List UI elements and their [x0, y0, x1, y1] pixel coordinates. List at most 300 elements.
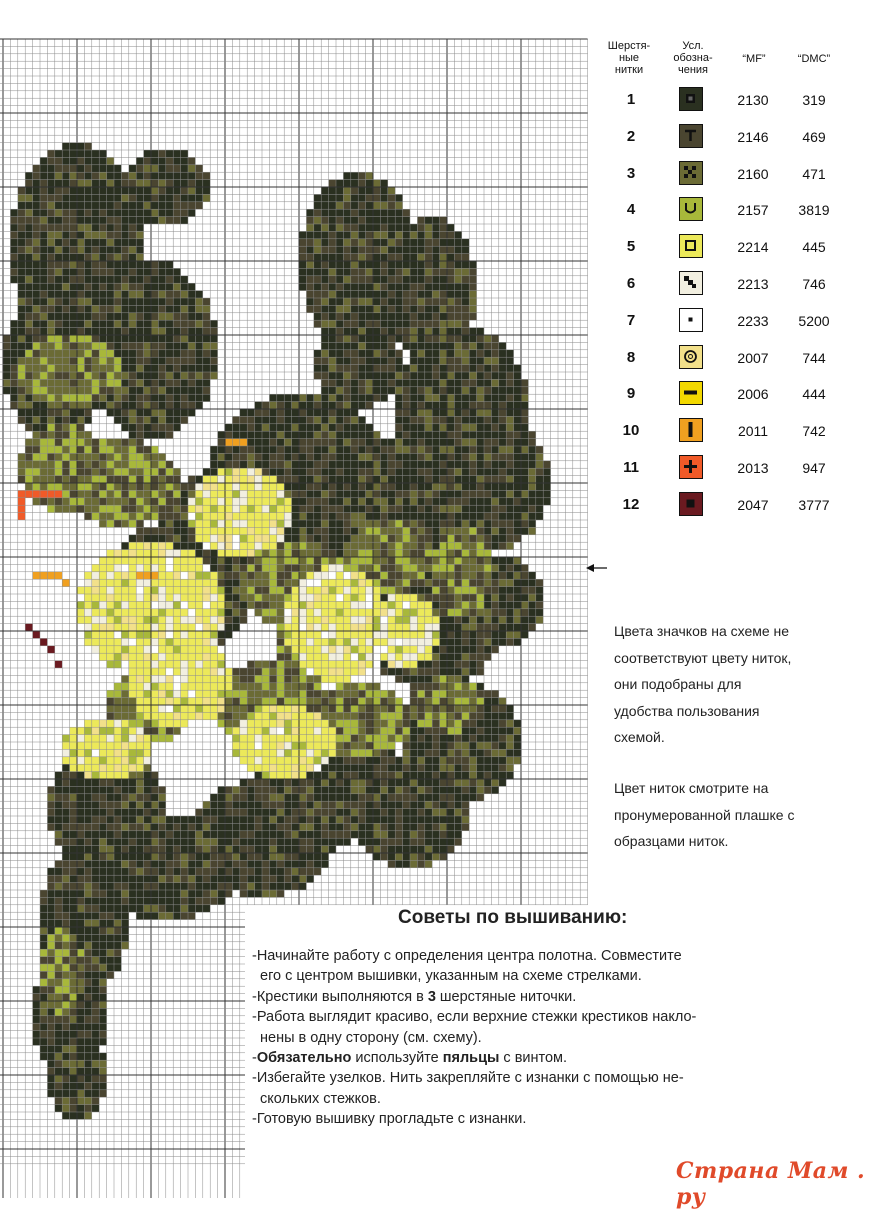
stitch-cell [447, 387, 454, 394]
stitch-cell [417, 276, 424, 283]
stitch-cell [336, 476, 343, 483]
stitch-cell [284, 801, 291, 808]
stitch-cell [447, 579, 454, 586]
stitch-cell [99, 187, 106, 194]
stitch-cell [255, 698, 262, 705]
stitch-cell [373, 846, 380, 853]
stitch-cell [299, 246, 306, 253]
stitch-cell [395, 727, 402, 734]
stitch-cell [403, 616, 410, 623]
stitch-cell [10, 342, 17, 349]
stitch-cell [521, 490, 528, 497]
stitch-cell [121, 624, 128, 631]
stitch-cell [373, 631, 380, 638]
stitch-cell [469, 379, 476, 386]
stitch-cell [440, 394, 447, 401]
stitch-cell [136, 823, 143, 830]
stitch-cell [25, 194, 32, 201]
stitch-cell [351, 587, 358, 594]
stitch-cell [158, 402, 165, 409]
stitch-cell [336, 646, 343, 653]
stitch-cell [203, 572, 210, 579]
stitch-cell [432, 579, 439, 586]
stitch-cell [447, 490, 454, 497]
stitch-cell [395, 431, 402, 438]
stitch-cell [417, 535, 424, 542]
stitch-cell [343, 772, 350, 779]
stitch-cell [25, 409, 32, 416]
stitch-cell [218, 705, 225, 712]
stitch-cell [477, 476, 484, 483]
stitch-cell [292, 446, 299, 453]
stitch-cell [403, 335, 410, 342]
stitch-cell [210, 328, 217, 335]
stitch-cell [477, 631, 484, 638]
stitch-cell [388, 446, 395, 453]
stitch-cell [292, 535, 299, 542]
stitch-cell [247, 742, 254, 749]
stitch-cell [129, 564, 136, 571]
stitch-cell [321, 298, 328, 305]
stitch-cell [55, 298, 62, 305]
stitch-cell [40, 350, 47, 357]
stitch-cell [121, 246, 128, 253]
stitch-cell [136, 468, 143, 475]
stitch-cell [388, 224, 395, 231]
stitch-cell [121, 601, 128, 608]
stitch-cell [210, 675, 217, 682]
stitch-cell [247, 705, 254, 712]
stitch-cell [114, 453, 121, 460]
stitch-cell [469, 772, 476, 779]
stitch-cell [403, 816, 410, 823]
stitch-cell [136, 698, 143, 705]
stitch-cell [188, 298, 195, 305]
stitch-cell [151, 431, 158, 438]
stitch-cell [84, 320, 91, 327]
stitch-cell [136, 690, 143, 697]
stitch-cell [277, 749, 284, 756]
stitch-cell [373, 853, 380, 860]
stitch-cell [321, 342, 328, 349]
stitch-cell [373, 772, 380, 779]
stitch-cell [343, 468, 350, 475]
stitch-cell [240, 579, 247, 586]
stitch-cell [173, 683, 180, 690]
stitch-cell [306, 794, 313, 801]
stitch-cell [277, 476, 284, 483]
stitch-cell [454, 742, 461, 749]
stitch-cell [454, 483, 461, 490]
stitch-cell [447, 564, 454, 571]
stitch-cell [151, 661, 158, 668]
stitch-cell [477, 698, 484, 705]
stitch-cell [358, 402, 365, 409]
stitch-cell [151, 320, 158, 327]
stitch-cell [255, 424, 262, 431]
stitch-cell [232, 513, 239, 520]
stitch-cell [225, 587, 232, 594]
stitch-cell [33, 231, 40, 238]
stitch-cell [306, 572, 313, 579]
stitch-cell [225, 786, 232, 793]
stitch-cell [314, 239, 321, 246]
stitch-cell [521, 476, 528, 483]
stitch-cell [299, 727, 306, 734]
stitch-cell [84, 816, 91, 823]
stitch-cell [469, 720, 476, 727]
stitch-cell [107, 705, 114, 712]
stitch-cell [299, 653, 306, 660]
stitch-cell [144, 180, 151, 187]
stitch-cell [343, 276, 350, 283]
stitch-cell [491, 431, 498, 438]
stitch-cell [536, 490, 543, 497]
stitch-cell [151, 313, 158, 320]
stitch-cell [440, 328, 447, 335]
stitch-cell [47, 446, 54, 453]
stitch-cell [306, 853, 313, 860]
stitch-cell [247, 594, 254, 601]
stitch-cell [292, 490, 299, 497]
stitch-cell [299, 283, 306, 290]
stitch-cell [62, 394, 69, 401]
stitch-cell [343, 557, 350, 564]
stitch-cell [410, 809, 417, 816]
stitch-cell [329, 786, 336, 793]
stitch-cell [240, 675, 247, 682]
stitch-cell [292, 838, 299, 845]
stitch-cell [477, 690, 484, 697]
stitch-cell [329, 217, 336, 224]
stitch-cell [269, 757, 276, 764]
stitch-cell [477, 616, 484, 623]
stitch-cell [292, 402, 299, 409]
stitch-cell [77, 468, 84, 475]
stitch-cell [432, 231, 439, 238]
stitch-cell [255, 587, 262, 594]
stitch-cell [380, 564, 387, 571]
stitch-cell [484, 431, 491, 438]
stitch-cell [299, 468, 306, 475]
stitch-cell [343, 172, 350, 179]
stitch-cell [440, 520, 447, 527]
stitch-cell [55, 313, 62, 320]
stitch-cell [366, 520, 373, 527]
stitch-cell [410, 527, 417, 534]
stitch-cell [255, 505, 262, 512]
stitch-cell [425, 550, 432, 557]
stitch-cell [40, 187, 47, 194]
stitch-cell [321, 483, 328, 490]
stitch-cell [425, 224, 432, 231]
stitch-cell [129, 550, 136, 557]
stitch-cell [366, 276, 373, 283]
stitch-cell [92, 601, 99, 608]
stitch-cell [255, 801, 262, 808]
stitch-cell [299, 520, 306, 527]
stitch-cell [477, 520, 484, 527]
stitch-cell [314, 624, 321, 631]
stitch-cell [107, 468, 114, 475]
stitch-cell [25, 172, 32, 179]
stitch-cell [77, 453, 84, 460]
stitch-cell [336, 520, 343, 527]
stitch-cell [447, 365, 454, 372]
stitch-cell [329, 320, 336, 327]
stitch-cell [114, 757, 121, 764]
stitch-cell [92, 735, 99, 742]
stitch-cell [158, 157, 165, 164]
stitch-cell [329, 535, 336, 542]
stitch-cell [144, 794, 151, 801]
stitch-cell [40, 320, 47, 327]
stitch-cell [403, 505, 410, 512]
stitch-cell [417, 816, 424, 823]
stitch-cell [395, 809, 402, 816]
stitch-cell [269, 402, 276, 409]
stitch-cell [321, 764, 328, 771]
stitch-cell [144, 283, 151, 290]
stitch-cell [136, 379, 143, 386]
stitch-cell [84, 631, 91, 638]
stitch-cell [395, 542, 402, 549]
stitch-cell [343, 786, 350, 793]
stitch-cell [121, 661, 128, 668]
stitch-cell [195, 387, 202, 394]
stitch-cell [403, 809, 410, 816]
stitch-cell [269, 749, 276, 756]
stitch-cell [314, 209, 321, 216]
stitch-cell [410, 483, 417, 490]
stitch-cell [129, 735, 136, 742]
stitch-cell [188, 498, 195, 505]
stitch-cell [314, 846, 321, 853]
stitch-cell [514, 513, 521, 520]
stitch-cell [55, 379, 62, 386]
stitch-cell [107, 609, 114, 616]
stitch-cell [121, 772, 128, 779]
stitch-cell [84, 735, 91, 742]
stitch-cell [329, 335, 336, 342]
stitch-cell [55, 365, 62, 372]
stitch-cell [499, 387, 506, 394]
stitch-cell [158, 276, 165, 283]
stitch-cell [462, 461, 469, 468]
stitch-cell [477, 683, 484, 690]
stitch-cell [410, 705, 417, 712]
stitch-cell [92, 564, 99, 571]
stitch-cell [351, 187, 358, 194]
stitch-cell [173, 535, 180, 542]
stitch-cell [484, 786, 491, 793]
stitch-cell [225, 690, 232, 697]
stitch-cell [358, 698, 365, 705]
stitch-cell [173, 646, 180, 653]
stitch-cell [306, 705, 313, 712]
stitch-cell [329, 690, 336, 697]
stitch-cell [454, 616, 461, 623]
stitch-cell [395, 720, 402, 727]
stitch-cell [343, 594, 350, 601]
stitch-cell [247, 601, 254, 608]
stitch-cell [299, 550, 306, 557]
stitch-cell [114, 698, 121, 705]
stitch-cell [454, 350, 461, 357]
stitch-cell [388, 246, 395, 253]
stitch-cell [314, 698, 321, 705]
stitch-cell [92, 291, 99, 298]
stitch-cell [462, 372, 469, 379]
stitch-cell [121, 239, 128, 246]
stitch-cell [195, 572, 202, 579]
stitch-cell [329, 816, 336, 823]
stitch-cell [262, 801, 269, 808]
stitch-cell [366, 453, 373, 460]
stitch-cell [380, 742, 387, 749]
stitch-cell [121, 416, 128, 423]
stitch-cell [114, 601, 121, 608]
stitch-cell [129, 490, 136, 497]
stitch-cell [432, 661, 439, 668]
stitch-cell [181, 683, 188, 690]
stitch-cell [462, 283, 469, 290]
stitch-cell [410, 542, 417, 549]
stitch-cell [195, 587, 202, 594]
stitch-cell [40, 446, 47, 453]
stitch-cell [84, 853, 91, 860]
stitch-cell [136, 217, 143, 224]
stitch-cell [255, 446, 262, 453]
stitch-cell [469, 572, 476, 579]
stitch-cell [47, 291, 54, 298]
stitch-cell [262, 764, 269, 771]
stitch-cell [314, 794, 321, 801]
stitch-cell [210, 661, 217, 668]
stitch-cell [240, 476, 247, 483]
stitch-cell [84, 298, 91, 305]
stitch-cell [144, 653, 151, 660]
stitch-cell [144, 683, 151, 690]
stitch-cell [343, 194, 350, 201]
stitch-cell [521, 601, 528, 608]
stitch-cell [107, 157, 114, 164]
stitch-cell [240, 712, 247, 719]
stitch-cell [462, 794, 469, 801]
stitch-cell [491, 616, 498, 623]
stitch-cell [92, 254, 99, 261]
stitch-cell [277, 646, 284, 653]
stitch-cell [395, 520, 402, 527]
stitch-cell [173, 542, 180, 549]
stitch-cell [121, 483, 128, 490]
stitch-cell [84, 453, 91, 460]
stitch-cell [410, 646, 417, 653]
stitch-cell [432, 505, 439, 512]
stitch-cell [151, 342, 158, 349]
stitch-cell [358, 587, 365, 594]
stitch-cell [432, 335, 439, 342]
stitch-cell [158, 638, 165, 645]
stitch-cell [232, 461, 239, 468]
stitch-cell [92, 276, 99, 283]
stitch-cell [440, 313, 447, 320]
stitch-cell [395, 794, 402, 801]
stitch-cell [366, 379, 373, 386]
stitch-cell [269, 712, 276, 719]
stitch-cell [151, 209, 158, 216]
stitch-cell [107, 838, 114, 845]
stitch-cell [329, 187, 336, 194]
stitch-cell [380, 823, 387, 830]
stitch-cell [136, 772, 143, 779]
stitch-cell [114, 505, 121, 512]
stitch-cell [469, 365, 476, 372]
stitch-cell [84, 439, 91, 446]
stitch-cell [447, 439, 454, 446]
stitch-cell [129, 720, 136, 727]
stitch-cell [336, 823, 343, 830]
stitch-cell [425, 424, 432, 431]
stitch-cell [151, 668, 158, 675]
stitch-cell [62, 786, 69, 793]
stitch-cell [306, 276, 313, 283]
stitch-cell [417, 231, 424, 238]
stitch-cell [403, 328, 410, 335]
stitch-cell [343, 476, 350, 483]
stitch-cell [173, 846, 180, 853]
stitch-cell [380, 476, 387, 483]
stitch-cell [329, 831, 336, 838]
stitch-cell [77, 387, 84, 394]
stitch-cell [107, 846, 114, 853]
stitch-cell [447, 638, 454, 645]
stitch-cell [255, 742, 262, 749]
stitch-cell [380, 550, 387, 557]
stitch-cell [528, 439, 535, 446]
stitch-cell [47, 431, 54, 438]
stitch-cell [33, 261, 40, 268]
stitch-cell [240, 794, 247, 801]
stitch-cell [10, 217, 17, 224]
stitch-cell [454, 535, 461, 542]
stitch-cell [351, 209, 358, 216]
stitch-cell [181, 690, 188, 697]
stitch-cell [107, 217, 114, 224]
stitch-cell [255, 705, 262, 712]
stitch-cell [462, 468, 469, 475]
stitch-cell [225, 476, 232, 483]
stitch-cell [232, 550, 239, 557]
stitch-cell [173, 476, 180, 483]
stitch-cell [284, 720, 291, 727]
stitch-cell [388, 801, 395, 808]
stitch-cell [181, 490, 188, 497]
stitch-cell [425, 579, 432, 586]
stitch-cell [284, 853, 291, 860]
stitch-cell [70, 217, 77, 224]
stitch-cell [181, 646, 188, 653]
stitch-cell [225, 468, 232, 475]
stitch-cell [351, 483, 358, 490]
stitch-cell [218, 860, 225, 867]
stitch-cell [99, 254, 106, 261]
stitch-cell [351, 431, 358, 438]
stitch-cell [40, 194, 47, 201]
stitch-cell [299, 816, 306, 823]
stitch-cell [462, 653, 469, 660]
stitch-cell [269, 601, 276, 608]
